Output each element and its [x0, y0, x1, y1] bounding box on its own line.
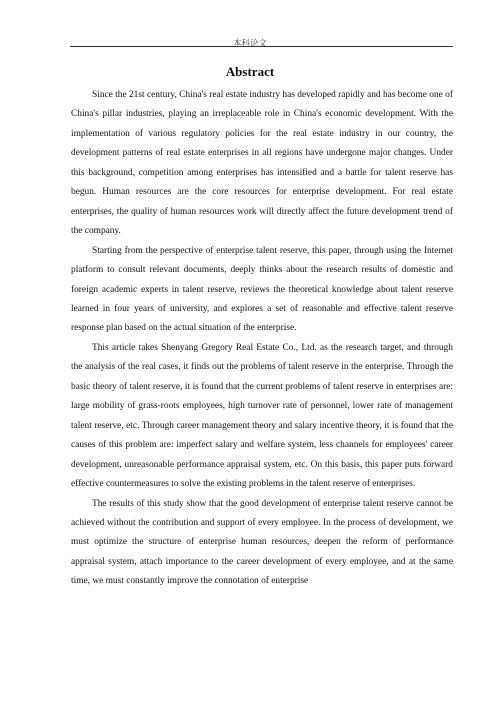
- abstract-title: Abstract: [225, 64, 275, 79]
- paragraph-4: The results of this study show that the good development of enterprise talent reserve cannot be achieved without the contribution and support of every employee. In the process of development, we must optimize the structure of enterprise human resources, deepen the reform of performance appraisal system, attach importance to the career development of every employee, and at the same time, we must constantly improve the connotation of enterprise: [71, 498, 453, 587]
- abstract-body: [71, 86, 453, 592]
- paragraph-1: Since the 21st century, China's real estate industry has developed rapidly and has become one of China's pillar industries, playing an irreplaceable role in China's economic development. With the implementation of various regulatory policies for the real estate industry in our country, the development patterns of real estate enterprises in all regions have undergone major changes. Under this background, competition among enterprises has intensified and a battle for talent reserve has begun. Human resources are the core resources for enterprise development. For real estate enterprises, the quality of human resources work will directly affect the future development trend of the company.: [71, 90, 453, 237]
- header-rule: [70, 46, 453, 47]
- paragraph-2: Starting from the perspective of enterprise talent reserve, this paper, through using the Internet platform to consult relevant documents, deeply thinks about the research results of domestic and foreign academic experts in talent reserve, reviews the theoretical knowledge about talent reserve learned in four years of university, and explores a set of reasonable and effective talent reserve response plan based on the actual situation of the enterprise.: [71, 245, 453, 334]
- running-header: 本科论文: [232, 38, 267, 48]
- paragraph-3: This article takes Shenyang Gregory Real Estate Co., Ltd. as the research target, and through the analysis of the real cases, it finds out the problems of talent reserve in the enterprise. Through the basic theory of talent reserve, it is found that the current problems of talent reserve in enterprises are: large mobility of grass-roots employees, high turnover rate of personnel, lower rate of management talent reserve, etc. Through career management theory and salary incentive theory, it is found that the causes of this problem are: imperfect salary and welfare system, less channels for employees' career development, unreasonable performance appraisal system, etc. On this basis, this paper puts forward effective countermeasures to solve the existing problems in the talent reserve of enterprises.: [71, 342, 453, 490]
